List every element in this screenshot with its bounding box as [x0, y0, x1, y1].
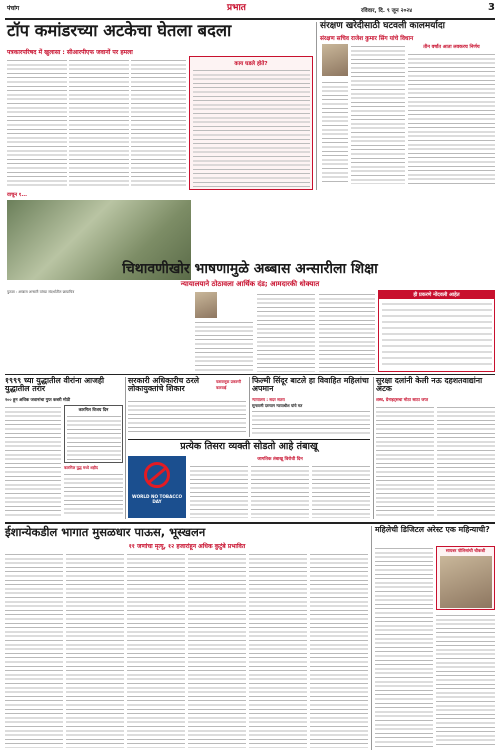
facts-box-title: ही प्रकरणे नोंदवली आहेत: [379, 291, 494, 299]
divider-v1: [316, 22, 317, 190]
body-ansari-a: [195, 320, 253, 372]
kicker-terror-arrest: शस्त्र, ग्रेनाइट्सचा मोठा साठा जप्त: [376, 397, 429, 402]
body-rain-e: [249, 552, 307, 748]
body-terror-arrest-b: [437, 405, 495, 517]
masthead-date: रविवार, दि. ९ जून २०२४: [361, 8, 413, 14]
masthead-rule: [5, 18, 495, 20]
body-rain-b: [66, 552, 124, 748]
divider-h2: [128, 439, 370, 440]
who-badge: [128, 456, 186, 518]
divider-v5: [371, 526, 372, 750]
kicker-defence: संरक्षण सचिव राजेश कुमार सिंग यांचे विधान: [320, 36, 414, 42]
headline-kargil: १९९९ च्या युद्धातील वीरांना आजही युद्धातील तरार: [5, 376, 105, 394]
kicker-tobacco: जागतिक तंबाखू विरोधी दिन: [257, 457, 303, 462]
kicker-sindoor: न्यायालय : सदर सतरा: [252, 397, 285, 402]
story-digital-arrest: [375, 526, 495, 750]
facts-box-ansari: [378, 290, 495, 372]
story-top-commander: [5, 22, 313, 190]
divider-h1: [5, 374, 495, 375]
portrait-defence-secretary: [322, 44, 348, 76]
who-badge-text: WORLD NO TOBACCO DAY: [131, 494, 183, 504]
story-northeast-rain: [5, 526, 369, 750]
box-cyber: [436, 546, 495, 610]
box-kargil-body: [67, 414, 121, 461]
box-what-happened: [189, 56, 313, 190]
headline-digital-arrest: महिलेची डिजिटल अरेस्ट एक महिन्याची?: [375, 525, 490, 534]
story-sindoor: [252, 377, 370, 437]
headline-ansari: चिथावणीखोर भाषणामुळे अब्बास अन्सारीला शिक्षा: [122, 261, 378, 277]
box-what-happened-body: [193, 68, 310, 188]
story-kargil: [5, 377, 123, 519]
sub-sindoor: सुनावणी दरम्यान न्यायाधीश यांचे मत: [252, 403, 303, 408]
body-lokayukta: [128, 399, 246, 435]
headline-top-commander: टॉप कमांडरच्या अटकेचा घेतला बदला: [7, 21, 232, 40]
body-rain-f: [310, 552, 368, 748]
page-number: 3: [488, 2, 495, 13]
divider-v2: [125, 377, 126, 519]
body-defence-c: [322, 80, 348, 184]
body-digital-b: [436, 613, 495, 748]
masthead-logo: प्रभात: [227, 3, 246, 13]
kicker-kargil: २०० हून अधिक जवानांचा गुप्त कबरी मोठी: [5, 397, 71, 402]
body-rain-a: [5, 552, 63, 748]
caption-ansari: पुतळा : अब्बास अन्सारी यांच्या संदर्भातील छायाचित्र: [7, 290, 75, 294]
sub-defence: तीन वर्षांत आता लवकरच निर्णय: [423, 45, 480, 50]
body-sindoor: [252, 409, 370, 435]
body-rain-c: [127, 552, 185, 748]
masthead-left: पंचांग: [7, 5, 20, 12]
headline-defence: संरक्षण खरेदीसाठी घटवली कालमर्यादा: [320, 21, 445, 31]
kicker-ansari: न्यायालयाने ठोठावला आर्थिक दंड; आमदारकी धोक्यात: [180, 280, 320, 288]
portrait-ansari: [195, 292, 217, 318]
box-kargil-title: कारगिल विजय दिन: [78, 407, 109, 412]
cyber-photo: [440, 556, 492, 608]
kicker-northeast-rain: ११ जणांचा मृत्यू, १२ हजारांहून अधिक कुटुंबे प्रभावित: [128, 543, 246, 550]
body-rain-d: [188, 552, 246, 748]
kicker-lokayukta: फसवणूक प्रकरणी कारवाई: [216, 379, 241, 390]
body-digital-a: [375, 546, 433, 748]
divider-h3: [5, 522, 495, 524]
headline-tobacco: प्रत्येक तिसरा व्यक्ती सोडतो आहे तंबाखू: [180, 441, 318, 452]
body-top-commander-col2: [69, 58, 129, 188]
more-label: वाचून १...: [7, 192, 28, 198]
body-ansari-c: [319, 292, 375, 372]
body-top-commander-col1: [7, 58, 67, 188]
story-defence: [320, 22, 495, 190]
headline-northeast-rain: ईशान्येकडील भागात मुसळधार पाऊस, भूस्खलन: [5, 525, 206, 539]
body-kargil: [5, 405, 61, 517]
story-tobacco: [128, 442, 370, 520]
body-terror-arrest-a: [376, 405, 434, 517]
box-kargil: [64, 405, 123, 463]
headline-sindoor: फिल्मी सिंदूर बाटले हा विवाहित महिलांचा अपमान: [252, 376, 369, 394]
body-defence-a: [351, 44, 405, 184]
body-ansari-b: [257, 292, 315, 372]
kicker-top-commander: पत्रकारपरिषद में खुलासा : सीआरपीएफ जवानों पर हमला: [7, 49, 133, 56]
story-lokayukta: [128, 377, 246, 437]
box-cyber-title: सायबर पोलिसांची चौकशी: [445, 548, 486, 553]
divider-v4: [373, 377, 374, 519]
headline-lokayukta: सरकारी अधिकारीच ठरले लोकायुक्तांचे शिकार: [128, 376, 200, 394]
divider-v3: [249, 377, 250, 437]
body-tobacco-c: [312, 464, 370, 518]
masthead: [5, 4, 495, 18]
body-kargil-b: [64, 472, 123, 517]
headline-terror-arrest: सुरक्षा दलांनी केली नऊ दहशतवाद्यांना अटक: [376, 376, 483, 394]
body-tobacco-a: [190, 464, 248, 518]
body-top-commander-col3: [131, 58, 186, 188]
facts-box-body: [382, 301, 492, 369]
box-what-happened-title: काय घडले होते?: [234, 61, 268, 67]
note-kargil: कारगिल युद्ध मध्ये शहीद: [64, 465, 98, 470]
story-ansari: [5, 262, 495, 372]
body-defence-b: [408, 52, 495, 184]
body-tobacco-b: [251, 464, 309, 518]
story-terror-arrest: [376, 377, 495, 519]
